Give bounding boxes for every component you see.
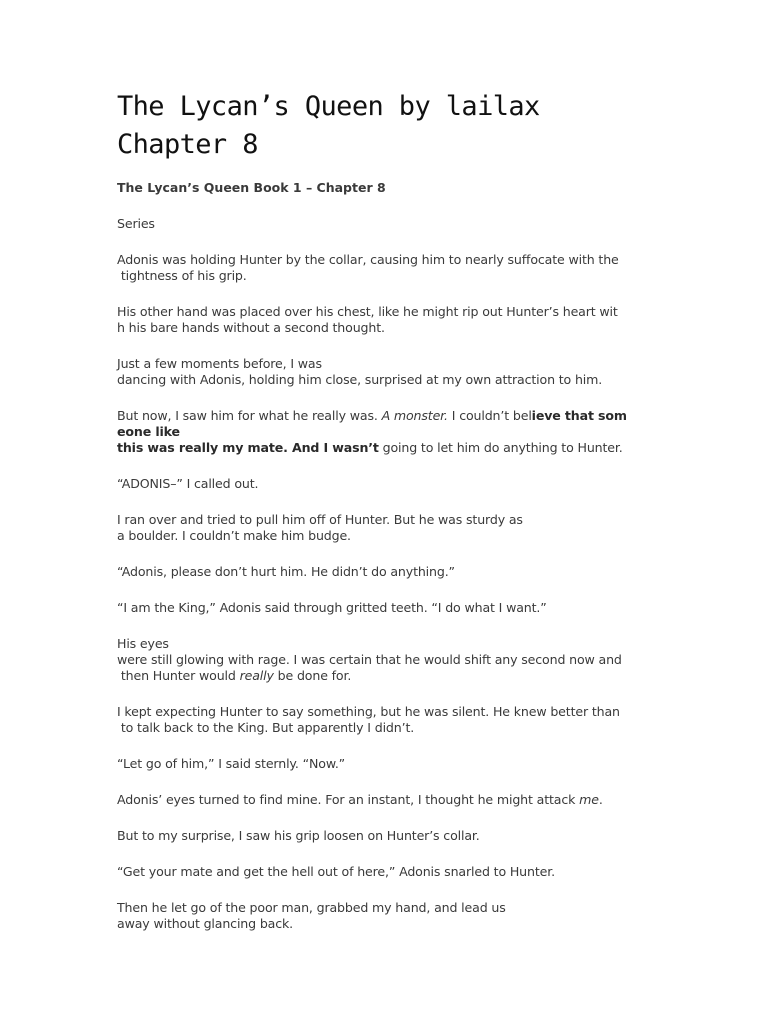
paragraph-5: “ADONIS–” I called out. [117, 476, 259, 491]
document-page [117, 88, 657, 952]
paragraph-15: Then he let go of the poor man, grabbed my hand, and lead us away without glancing back. [117, 900, 506, 931]
paragraph-10: I kept expecting Hunter to say something, but he was silent. He knew better than to talk back to the King. But apparently I didn’t. [117, 704, 620, 735]
paragraph-4 [117, 408, 657, 456]
paragraph-4-part-c: going to let him do anything to Hunter. [378, 440, 623, 455]
paragraph-13: But to my surprise, I saw his grip loosen on Hunter’s collar. [117, 828, 480, 843]
paragraph-9-part-a: His eyes were still glowing with rage. I was certain that he would shift any second now and then Hunter would [117, 636, 622, 683]
paragraph-3: Just a few moments before, I was dancing with Adonis, holding him close, surprised at my own attraction to him. [117, 356, 603, 387]
paragraph-4-bold: ieve that som eone like this was really my mate. And I wasn’t [117, 408, 627, 455]
paragraph-1: Adonis was holding Hunter by the collar, causing him to nearly suffocate with the tightness of his grip. [117, 252, 619, 283]
paragraph-14: “Get your mate and get the hell out of here,” Adonis snarled to Hunter. [117, 864, 555, 879]
paragraph-8: “I am the King,” Adonis said through gritted teeth. “I do what I want.” [117, 600, 547, 615]
paragraph-6: I ran over and tried to pull him off of Hunter. But he was sturdy as a boulder. I couldn’t make him budge. [117, 512, 523, 543]
paragraph-12-part-a: Adonis’ eyes turned to find mine. For an instant, I thought he might attack [117, 792, 580, 807]
category-label: Series [117, 216, 155, 231]
chapter-subtitle: The Lycan’s Queen Book 1 – Chapter 8 [117, 180, 386, 195]
paragraph-9-emphasis: really [239, 668, 274, 683]
paragraph-9 [117, 636, 657, 684]
paragraph-12-emphasis: me [579, 792, 599, 807]
document-title: The Lycan’s Queen by lailax Chapter 8 [117, 91, 540, 160]
paragraph-9-part-b: be done for. [273, 668, 352, 683]
paragraph-4-part-a: But now, I saw him for what he really was. [117, 408, 382, 423]
paragraph-4-part-b: I couldn’t bel [447, 408, 532, 423]
paragraph-11: “Let go of him,” I said sternly. “Now.” [117, 756, 346, 771]
paragraph-4-emphasis: A monster. [381, 408, 448, 423]
paragraph-12 [117, 792, 657, 808]
paragraph-7: “Adonis, please don’t hurt him. He didn’t do anything.” [117, 564, 455, 579]
paragraph-12-part-b: . [598, 792, 603, 807]
paragraph-2: His other hand was placed over his chest, like he might rip out Hunter’s heart wit h his bare hands without a second thought. [117, 304, 618, 335]
